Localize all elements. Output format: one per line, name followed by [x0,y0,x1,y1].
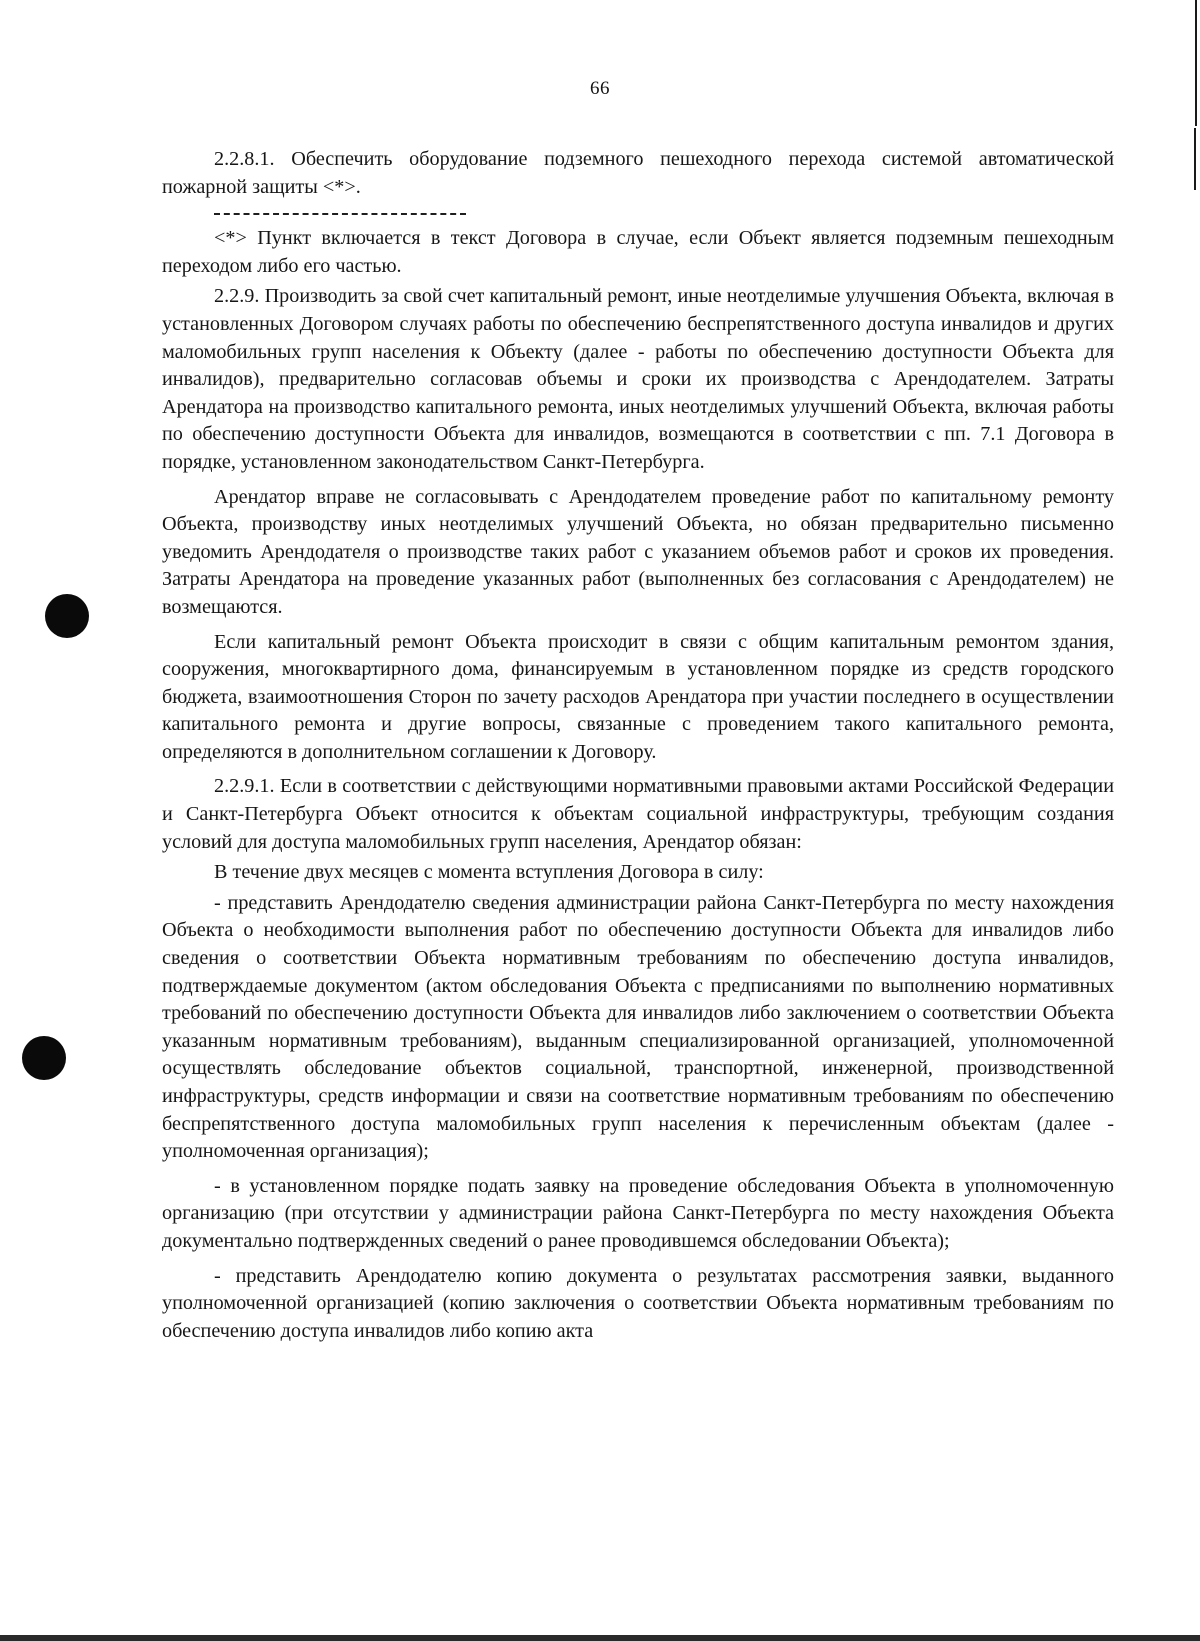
footnote-text: <*> Пункт включается в текст Договора в случае, если Объект является подземным пешеходным переходом либо его частью. [162,227,1114,277]
paragraph-capital-repair: Если капитальный ремонт Объекта происходит в связи с общим капитальным ремонтом здания, сооружения, многоквартирного дома, финансируемым в установленном порядке из средств городского бюджета, взаимоотношения Сторон по зачету расходов Арендатора при участии последнего в осуществлении капитального ремонта и другие вопросы, связанные с проведением такого капитального ремонта, определяются в дополнительном соглашении к Договору. [162,630,1114,763]
scan-edge-line [0,1635,1200,1641]
punch-hole-mark [45,594,89,638]
list-item-file-request: - в установленном порядке подать заявку на проведение обследования Объекта в уполномоченную организацию (при отсутствии у администрации района Санкт-Петербурга по месту нахождения Объекта документально подтвержденных сведений о ранее проводившемся обследовании Объекта); [162,1174,1114,1252]
punch-hole-mark [22,1036,66,1080]
document-body [162,146,1114,1345]
paragraph-lessee-right: Арендатор вправе не согласовывать с Арендодателем проведение работ по капитальному ремонту Объекта, производству иных неотделимых улучшений Объекта, но обязан предварительно письменно уведомить Арендодателя о производстве таких работ с указанием объемов работ и сроков их проведения. Затраты Арендатора на проведение указанных работ (выполненных без согласования с Арендодателем) не возмещаются. [162,485,1114,618]
paragraph-2-2-9: 2.2.9. Производить за свой счет капитальный ремонт, иные неотделимые улучшения Объекта, включая в установленных Договором случаях работы по обеспечению беспрепятственного доступа инвалидов и других маломобильных групп населения к Объекту (далее - работы по обеспечению доступности Объекта для инвалидов), предварительно согласовав объемы и сроки их производства с Арендодателем. Затраты Арендатора на производство капитального ремонта, иных неотделимых улучшений Объекта, включая работы по обеспечению доступности Объекта для инвалидов, возмещаются в соответствии с пп. 7.1 Договора в порядке, установленном законодательством Санкт-Петербурга. [162,285,1114,473]
scan-edge-line [1195,0,1197,126]
footnote-divider [214,213,466,215]
list-item-submit-copy: - представить Арендодателю копию документа о результатах рассмотрения заявки, выданного уполномоченной организацией (копию заключения о соответствии Объекта нормативным требованиям по обеспечению доступа инвалидов либо копию акта [162,1264,1114,1342]
scan-edge-line [1194,128,1196,190]
list-item-submit-info: - представить Арендодателю сведения администрации района Санкт-Петербурга по месту нахождения Объекта о необходимости выполнения работ по обеспечению доступности Объекта для инвалидов либо сведения о соответствии Объекта нормативным требованиям по обеспечению доступа инвалидов, подтверждаемые документом (актом обследования Объекта с предписаниями по выполнению нормативных требований по обеспечению доступности Объекта для инвалидов либо заключением о соответствии Объекта указанным нормативным требованиям), выданным специализированной организацией, уполномоченной осуществлять обследование объектов социальной, транспортной, инженерной, производственной инфраструктуры, средств информации и связи на соответствие нормативным требованиям по обеспечению беспрепятственного доступа маломобильных групп населения к перечисленным объектам (далее - уполномоченная организация); [162,891,1114,1163]
page-number: 66 [590,78,610,99]
paragraph-2-2-8-1: 2.2.8.1. Обеспечить оборудование подземного пешеходного перехода системой автоматической пожарной защиты <*>. [162,148,1114,198]
paragraph-2-2-9-1: 2.2.9.1. Если в соответствии с действующими нормативными правовыми актами Российской Федерации и Санкт-Петербурга Объект относится к объектам социальной инфраструктуры, требующим создания условий для доступа маломобильных групп населения, Арендатор обязан: [162,775,1114,853]
paragraph-two-months: В течение двух месяцев с момента вступления Договора в силу: [214,861,764,884]
